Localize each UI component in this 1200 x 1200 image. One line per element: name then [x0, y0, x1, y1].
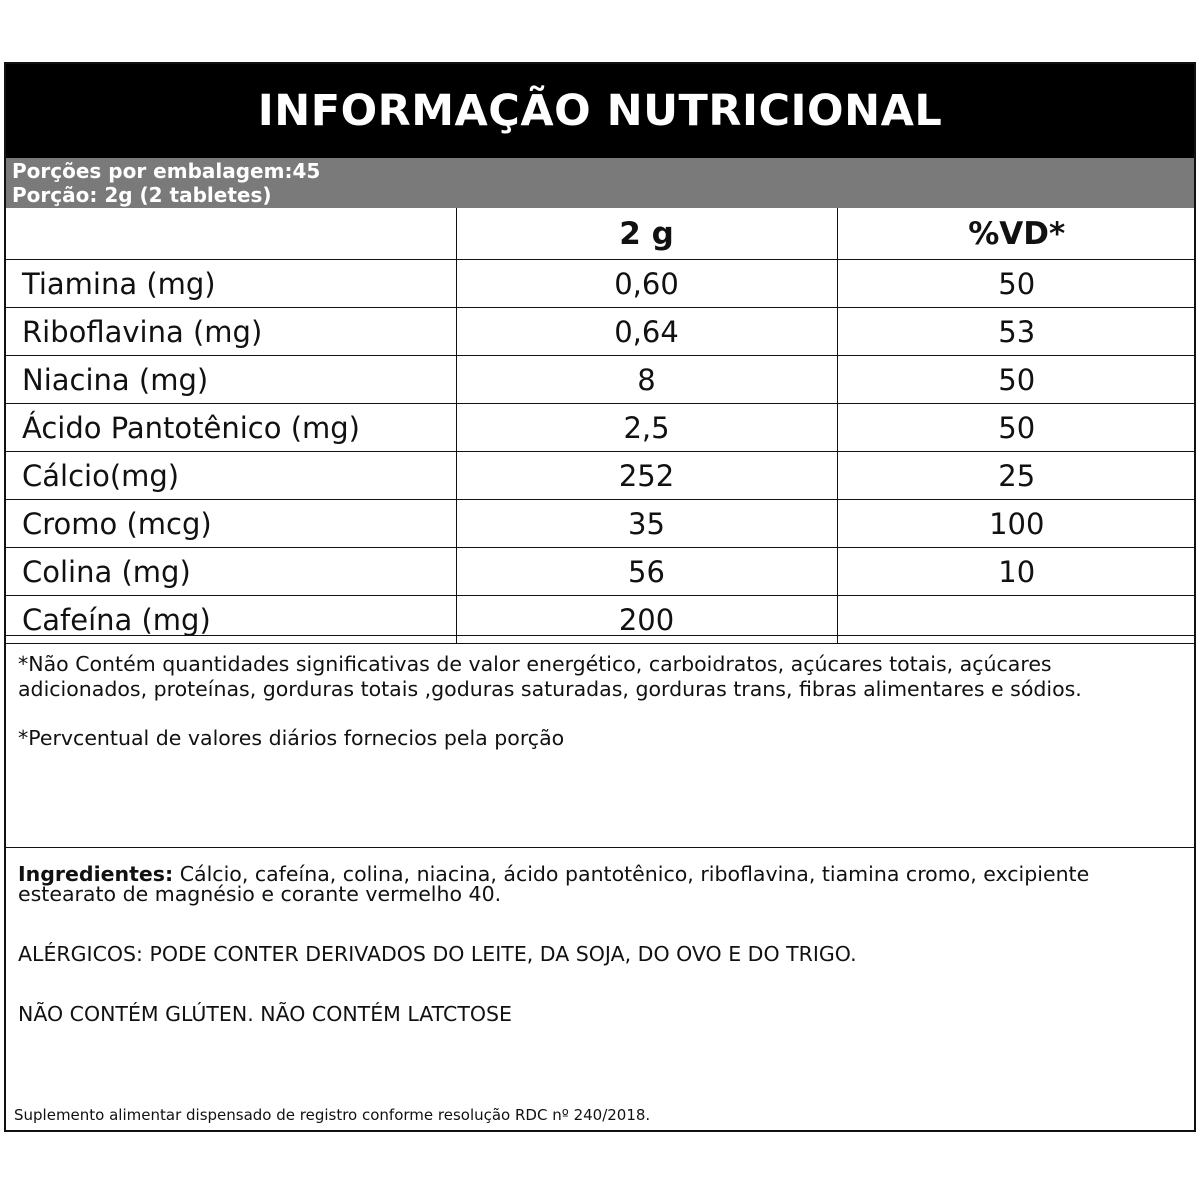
nutrient-name: Cromo (mcg): [6, 500, 456, 548]
nutrient-name: Colina (mg): [6, 548, 456, 596]
table-row: [6, 260, 1196, 308]
nutrient-amount: 0,60: [456, 260, 837, 308]
nutrition-label: [4, 62, 1196, 1132]
footnote-not-significant: *Não Contém quantidades significativas de valor energético, carboidratos, açúcares totais, açúcares adicionados, proteínas, gorduras totais ,goduras saturadas, gorduras trans, fibras alimentares e sódios.: [18, 652, 1082, 701]
ingredients: [18, 864, 1183, 904]
nutrient-vd: 53: [837, 308, 1196, 356]
nutrient-vd: 100: [837, 500, 1196, 548]
nutrient-vd: 50: [837, 260, 1196, 308]
footnote-percent: *Pervcentual de valores diários fornecios pela porção: [18, 726, 565, 750]
nutrient-name: Niacina (mg): [6, 356, 456, 404]
nutrient-name: Riboflavina (mg): [6, 308, 456, 356]
allergens-warning: ALÉRGICOS: PODE CONTER DERIVADOS DO LEITE, DA SOJA, DO OVO E DO TRIGO.: [18, 942, 857, 966]
header-amount: 2 g: [456, 208, 837, 260]
ingredients-label: Ingredientes:: [18, 862, 174, 886]
servings-per-package: Porções por embalagem:45: [12, 159, 321, 183]
nutrient-name: Cálcio(mg): [6, 452, 456, 500]
table-row: [6, 356, 1196, 404]
nutrient-amount: 56: [456, 548, 837, 596]
regulatory-footer: Suplemento alimentar dispensado de registro conforme resolução RDC nº 240/2018.: [14, 1106, 651, 1124]
nutrient-amount: 252: [456, 452, 837, 500]
ingredients-text: Cálcio, cafeína, colina, niacina, ácido pantotênico, riboflavina, tiamina cromo, excipiente estearato de magnésio e corante vermelho 40.: [18, 862, 1090, 906]
table-row: [6, 452, 1196, 500]
nutrient-amount: 8: [456, 356, 837, 404]
header-vd: %VD*: [837, 208, 1196, 260]
table-header-row: [6, 208, 1196, 260]
footnotes: [6, 635, 1194, 848]
nutrient-amount: 35: [456, 500, 837, 548]
table-row: [6, 404, 1196, 452]
serving-info: [6, 158, 1194, 208]
nutrient-vd: 25: [837, 452, 1196, 500]
nutrient-amount: 200: [456, 596, 837, 644]
nutrition-table: [6, 208, 1196, 644]
nutrient-name: Tiamina (mg): [6, 260, 456, 308]
table-row: [6, 308, 1196, 356]
table-row: [6, 548, 1196, 596]
title-bar: [6, 64, 1194, 158]
label-title: INFORMAÇÃO NUTRICIONAL: [257, 86, 943, 136]
nutrient-vd: 10: [837, 548, 1196, 596]
nutrient-vd: 50: [837, 356, 1196, 404]
nutrient-vd: 50: [837, 404, 1196, 452]
gluten-lactose-notice: NÃO CONTÉM GLÚTEN. NÃO CONTÉM LATCTOSE: [18, 1002, 512, 1026]
nutrient-amount: 2,5: [456, 404, 837, 452]
table-row: [6, 500, 1196, 548]
nutrient-name: Ácido Pantotênico (mg): [6, 404, 456, 452]
header-nutrient: [6, 208, 456, 260]
portion-size: Porção: 2g (2 tabletes): [12, 183, 272, 207]
nutrient-name: Cafeína (mg): [6, 596, 456, 644]
nutrient-amount: 0,64: [456, 308, 837, 356]
